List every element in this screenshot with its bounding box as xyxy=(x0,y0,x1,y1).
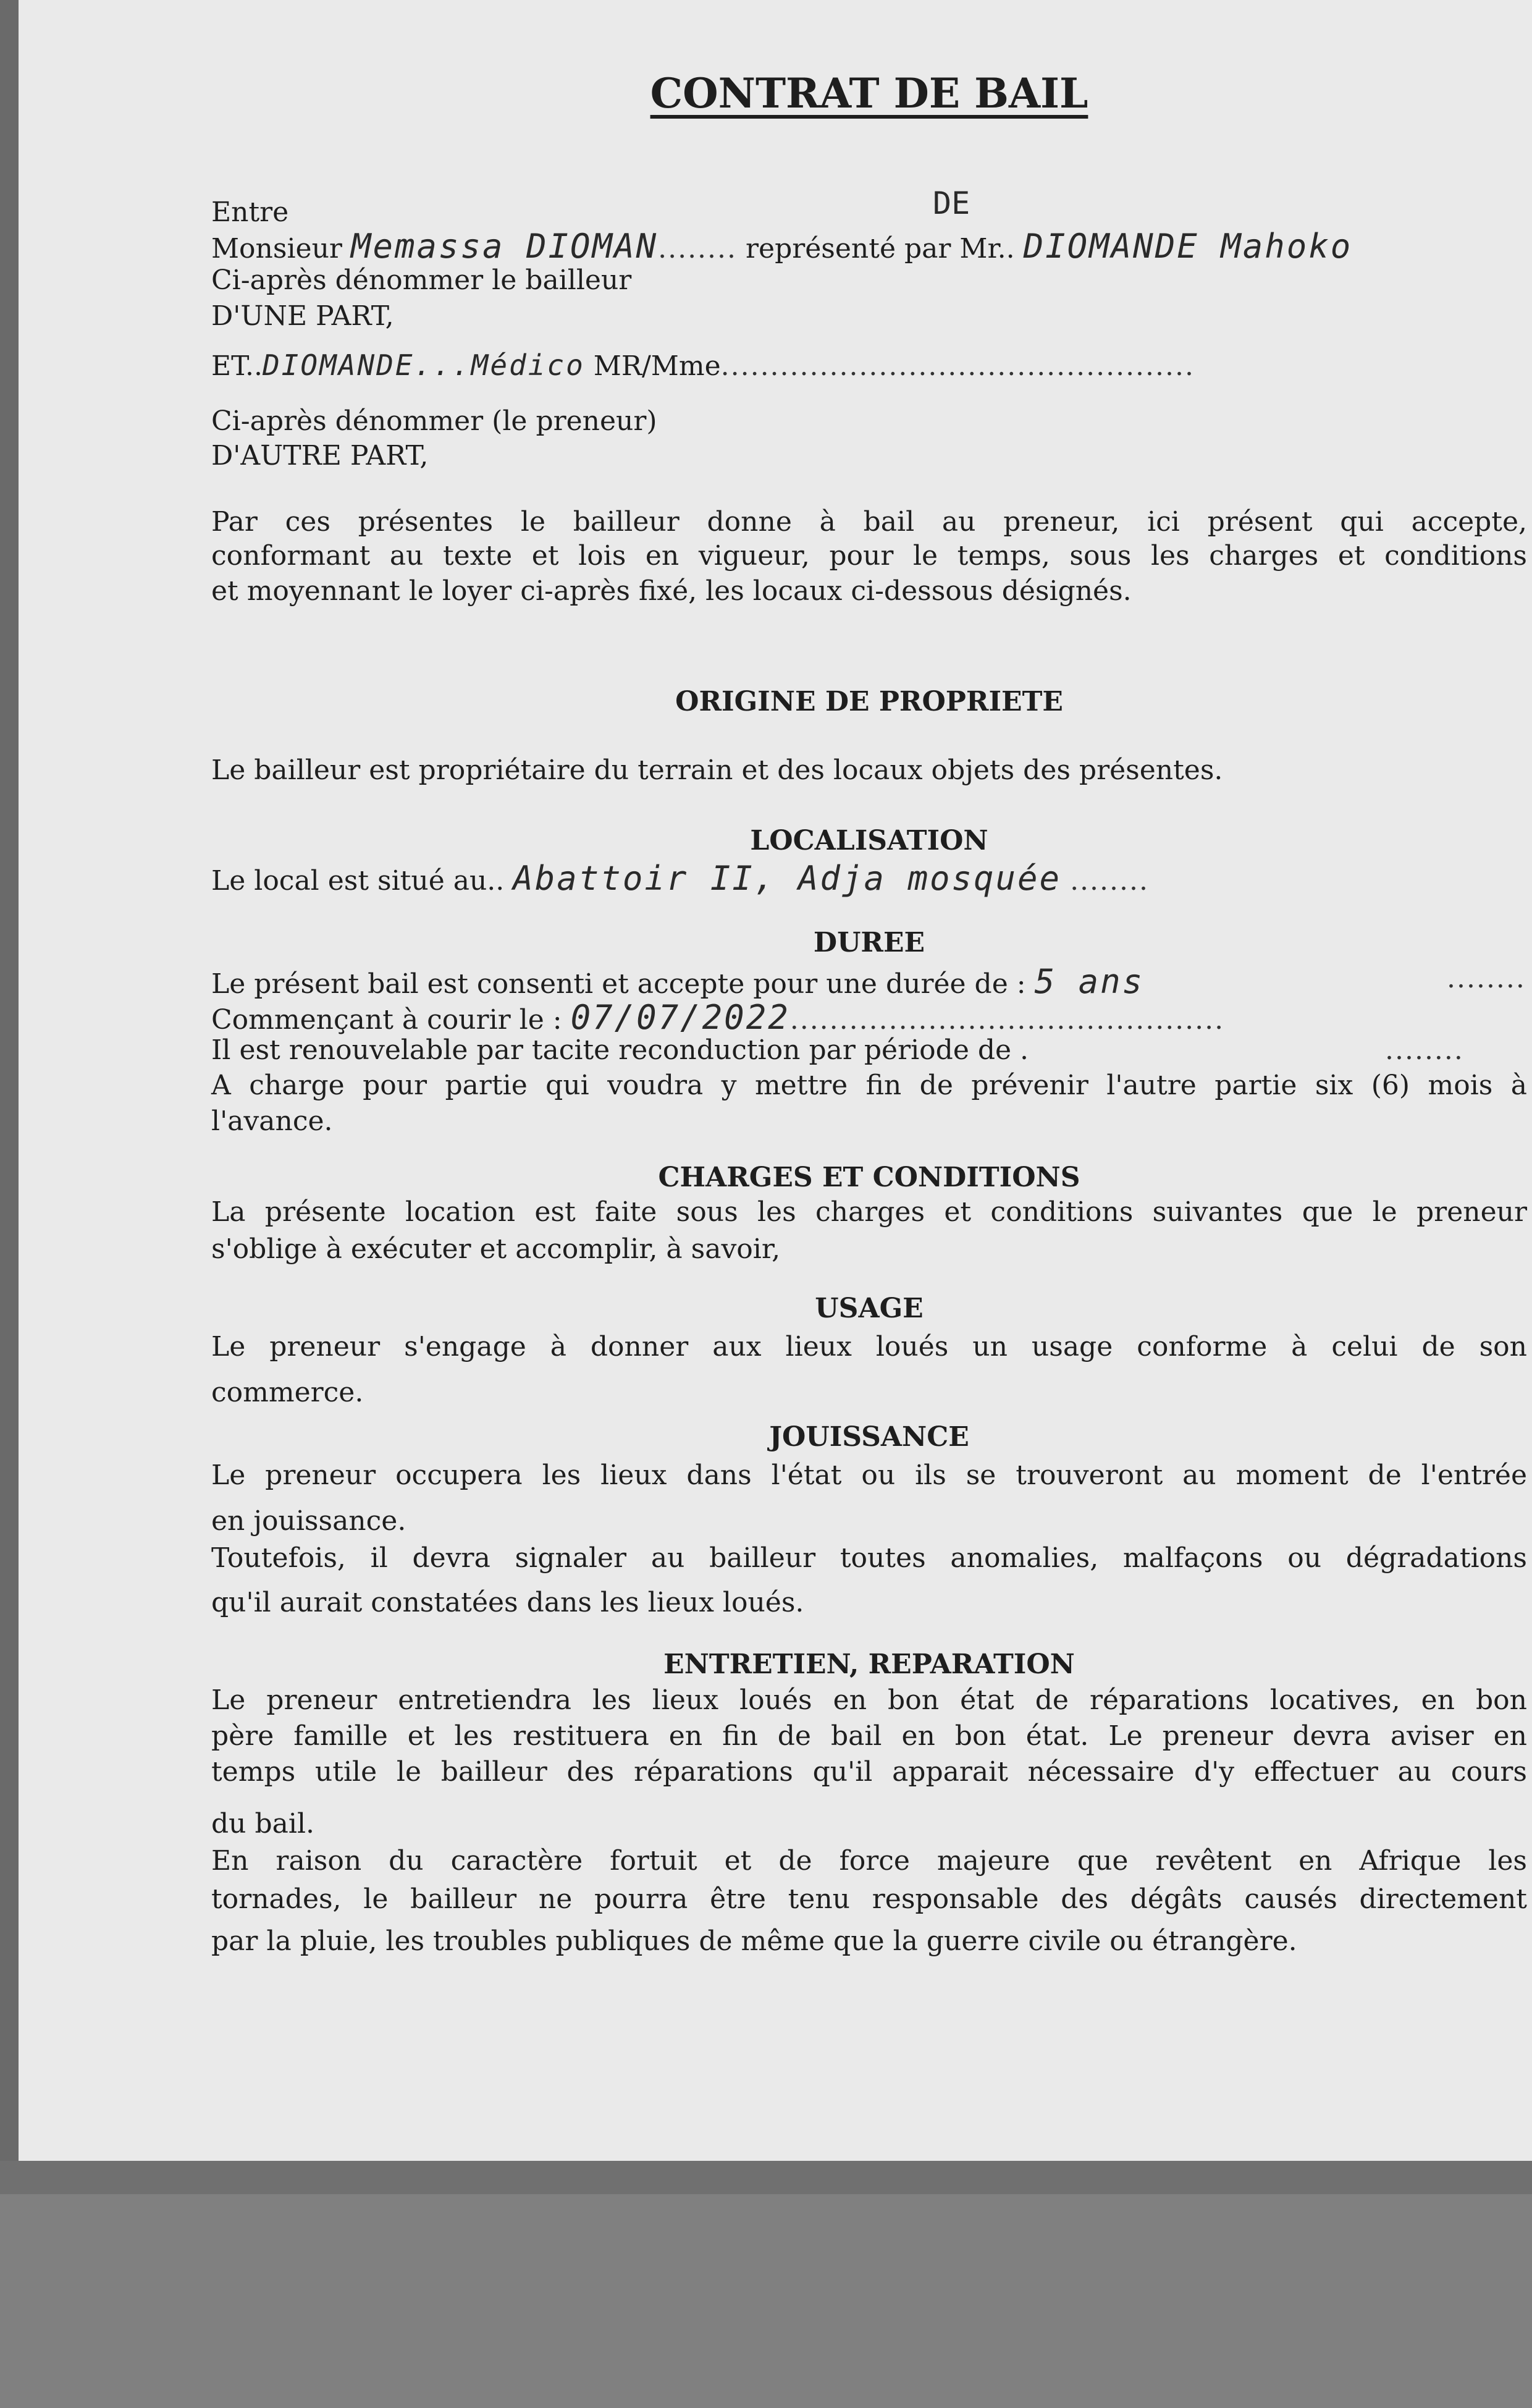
une-part: D'UNE PART, xyxy=(211,300,394,332)
entretien-line: temps utile le bailleur des réparations qu'il apparait nécessaire d'y effectuer au cours xyxy=(211,1756,1527,1788)
entretien-line: Le preneur entretiendra les lieux loués en bon état de réparations locatives, en bon xyxy=(211,1684,1527,1716)
localisation-label: Le local est situé au.. xyxy=(211,865,505,897)
preamble-line: Par ces présentes le bailleur donne à bail au preneur, ici présent qui accepte, xyxy=(211,506,1527,538)
dot-leader: ................................................ xyxy=(720,350,1195,382)
entretien-line: En raison du caractère fortuit et de force majeure que revêtent en Afrique les xyxy=(211,1845,1527,1877)
parties-entre: Entre xyxy=(211,196,289,228)
start-label: Commençant à courir le : xyxy=(211,1004,562,1036)
entretien-line: tornades, le bailleur ne pourra être tenu responsable des dégâts causés directement xyxy=(211,1883,1527,1915)
representative-name: DIOMANDE Mahoko xyxy=(1023,227,1353,266)
start-date-value: 07/07/2022 xyxy=(570,998,790,1037)
preneur-line xyxy=(211,351,1195,380)
usage-line: Le preneur s'engage à donner aux lieux loués un usage conforme à celui de son xyxy=(211,1331,1527,1362)
preamble-line: conformant au texte et lois en vigueur, pour le temps, sous les charges et conditions xyxy=(211,540,1527,572)
localisation-line xyxy=(211,859,1149,898)
notice-line: l'avance. xyxy=(211,1105,333,1137)
heading-charges: CHARGES ET CONDITIONS xyxy=(658,1162,1080,1193)
dot-leader: ........ xyxy=(1447,963,1526,994)
duration-value: 5 ans xyxy=(1034,962,1145,1001)
origine-text: Le bailleur est propriétaire du terrain et des locaux objets des présentes. xyxy=(211,754,1223,786)
bailleur-name: Memassa DIOMAN xyxy=(350,227,659,266)
represente-label: représenté par Mr.. xyxy=(746,233,1015,264)
notice-line: A charge pour partie qui voudra y mettre fin de prévenir l'autre partie six (6) mois à xyxy=(211,1070,1527,1101)
et-label: ET.. xyxy=(211,350,263,382)
jouissance-line: qu'il aurait constatées dans les lieux loués. xyxy=(211,1587,804,1618)
heading-entretien: ENTRETIEN, REPARATION xyxy=(663,1649,1075,1680)
autre-part: D'AUTRE PART, xyxy=(211,440,429,471)
usage-line: commerce. xyxy=(211,1377,364,1408)
duration-label: Le présent bail est consenti et accepte pour une durée de : xyxy=(211,968,1026,1000)
monsieur-label: Monsieur xyxy=(211,233,342,264)
preneur-designation: Ci-après dénommer (le preneur) xyxy=(211,405,657,437)
jouissance-line: Le preneur occupera les lieux dans l'état ou ils se trouveront au moment de l'entrée xyxy=(211,1460,1527,1491)
bailleur-line xyxy=(211,227,1353,266)
document-page xyxy=(19,0,1532,2161)
dot-leader: ........ xyxy=(658,233,737,264)
charges-line: La présente location est faite sous les charges et conditions suivantes que le preneur xyxy=(211,1196,1527,1228)
jouissance-line: en jouissance. xyxy=(211,1505,406,1537)
preneur-name: DIOMANDE...Médico xyxy=(262,349,585,382)
heading-usage: USAGE xyxy=(815,1293,924,1324)
mr-mme-label: MR/Mme xyxy=(593,350,721,382)
heading-localisation: LOCALISATION xyxy=(750,825,988,856)
bailleur-designation: Ci-après dénommer le bailleur xyxy=(211,264,632,296)
entretien-line: du bail. xyxy=(211,1808,315,1840)
heading-jouissance: JOUISSANCE xyxy=(769,1421,969,1453)
bailleur-name-suffix: DE xyxy=(933,185,970,221)
entretien-line: par la pluie, les troubles publiques de même que la guerre civile ou étrangère. xyxy=(211,1925,1297,1957)
dot-leader: ........ xyxy=(1070,865,1149,897)
document-title: CONTRAT DE BAIL xyxy=(650,69,1088,117)
jouissance-line: Toutefois, il devra signaler au bailleur toutes anomalies, malfaçons ou dégradations xyxy=(211,1542,1527,1574)
heading-duree: DUREE xyxy=(813,927,925,958)
scan-left-edge xyxy=(0,0,19,2161)
renewal-label: Il est renouvelable par tacite reconduction par période de . xyxy=(211,1034,1029,1066)
heading-origine: ORIGINE DE PROPRIETE xyxy=(675,686,1063,717)
start-date-line xyxy=(211,998,1225,1037)
dot-leader: ........ xyxy=(1385,1034,1464,1066)
dot-leader: ............................................ xyxy=(789,1004,1225,1036)
scan-bottom-band xyxy=(0,2161,1532,2194)
charges-line: s'oblige à exécuter et accomplir, à savoir, xyxy=(211,1233,781,1265)
duration-line xyxy=(211,962,1145,1001)
preamble-line: et moyennant le loyer ci-après fixé, les locaux ci-dessous désignés. xyxy=(211,575,1132,607)
entretien-line: père famille et les restituera en fin de bail en bon état. Le preneur devra aviser en xyxy=(211,1720,1527,1752)
localisation-value: Abattoir II, Adja mosquée xyxy=(513,859,1062,898)
